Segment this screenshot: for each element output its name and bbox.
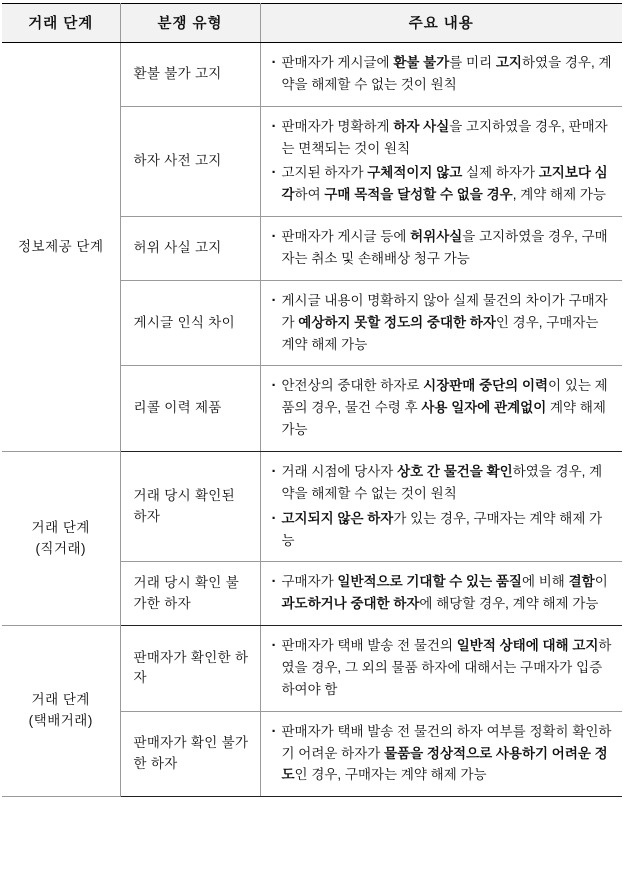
column-header-stage: 거래 단계 [2,4,120,43]
dispute-type-cell: 거래 당시 확인된 하자 [120,452,260,562]
main-content-cell [260,452,622,562]
main-content-cell [260,43,622,107]
dispute-type-cell: 허위 사실 고지 [120,217,260,281]
stage-cell [2,626,120,797]
dispute-type-cell: 거래 당시 확인 불가한 하자 [120,562,260,626]
main-content-cell [260,106,622,216]
content-point-list [271,375,615,441]
content-point-list [271,226,615,270]
content-point: · 판매자가 택배 발송 전 물건의 일반적 상태에 대해 고지하였을 경우, 그 외의 물품 하자에 대해서는 구매자가 입증하여야 함 [271,635,615,701]
dispute-type-cell: 리콜 이력 제품 [120,366,260,452]
content-point-list [271,571,615,615]
stage-sublabel: (직거래) [35,540,87,556]
stage-label: 정보제공 단계 [18,238,104,254]
content-point: · 게시글 내용이 명확하지 않아 실제 물건의 차이가 구매자가 예상하지 못할 정도의 중대한 하자인 경우, 구매자는 계약 해제 가능 [271,290,615,356]
main-content-cell [260,562,622,626]
table-row [2,626,622,712]
table-header [2,4,622,43]
stage-sublabel: (택배거래) [28,713,93,729]
content-point: · 판매자가 명확하게 하자 사실을 고지하였을 경우, 판매자는 면책되는 것이 원칙 [271,116,615,160]
content-point: · 구매자가 일반적으로 기대할 수 있는 품질에 비해 결함이 과도하거나 중대한 하자에 해당할 경우, 계약 해제 가능 [271,571,615,615]
content-point-list [271,461,615,551]
column-header-main-content: 주요 내용 [260,4,622,43]
content-point: · 판매자가 게시글 등에 허위사실을 고지하였을 경우, 구매자는 취소 및 손해배상 청구 가능 [271,226,615,270]
dispute-type-cell: 하자 사전 고지 [120,106,260,216]
dispute-types-table [2,3,622,797]
content-point-list [271,290,615,356]
main-content-cell [260,626,622,712]
content-point: · 거래 시점에 당사자 상호 간 물건을 확인하였을 경우, 계약을 해제할 수 없는 것이 원칙 [271,461,615,505]
main-content-cell [260,711,622,797]
main-content-cell [260,280,622,366]
dispute-type-cell: 판매자가 확인 불가한 하자 [120,711,260,797]
content-point: · 고지되지 않은 하자가 있는 경우, 구매자는 계약 해제 가능 [271,508,615,552]
table-header-row [2,4,622,43]
document-page [0,3,624,875]
main-content-cell [260,217,622,281]
stage-cell [2,452,120,626]
dispute-type-cell: 판매자가 확인한 하자 [120,626,260,712]
table-row [2,452,622,562]
column-header-dispute-type: 분쟁 유형 [120,4,260,43]
content-point: · 판매자가 택배 발송 전 물건의 하자 여부를 정확히 확인하기 어려운 하자가 물품을 정상적으로 사용하기 어려운 정도인 경우, 구매자는 계약 해제 가능 [271,721,615,787]
content-point: · 고지된 하자가 구체적이지 않고 실제 하자가 고지보다 심각하여 구매 목적을 달성할 수 없을 경우, 계약 해제 가능 [271,162,615,206]
stage-label: 거래 단계 [31,692,90,708]
content-point-list [271,116,615,206]
content-point-list [271,52,615,96]
content-point: · 판매자가 게시글에 환불 불가를 미리 고지하였을 경우, 계약을 해제할 수 없는 것이 원칙 [271,52,615,96]
dispute-type-cell: 게시글 인식 차이 [120,280,260,366]
table-body [2,43,622,797]
dispute-type-cell: 환불 불가 고지 [120,43,260,107]
content-point: · 안전상의 중대한 하자로 시장판매 중단의 이력이 있는 제품의 경우, 물건 수령 후 사용 일자에 관계없이 계약 해제 가능 [271,375,615,441]
content-point-list [271,635,615,701]
stage-label: 거래 단계 [31,519,90,535]
content-point-list [271,721,615,787]
main-content-cell [260,366,622,452]
stage-cell [2,43,120,452]
table-row [2,43,622,107]
